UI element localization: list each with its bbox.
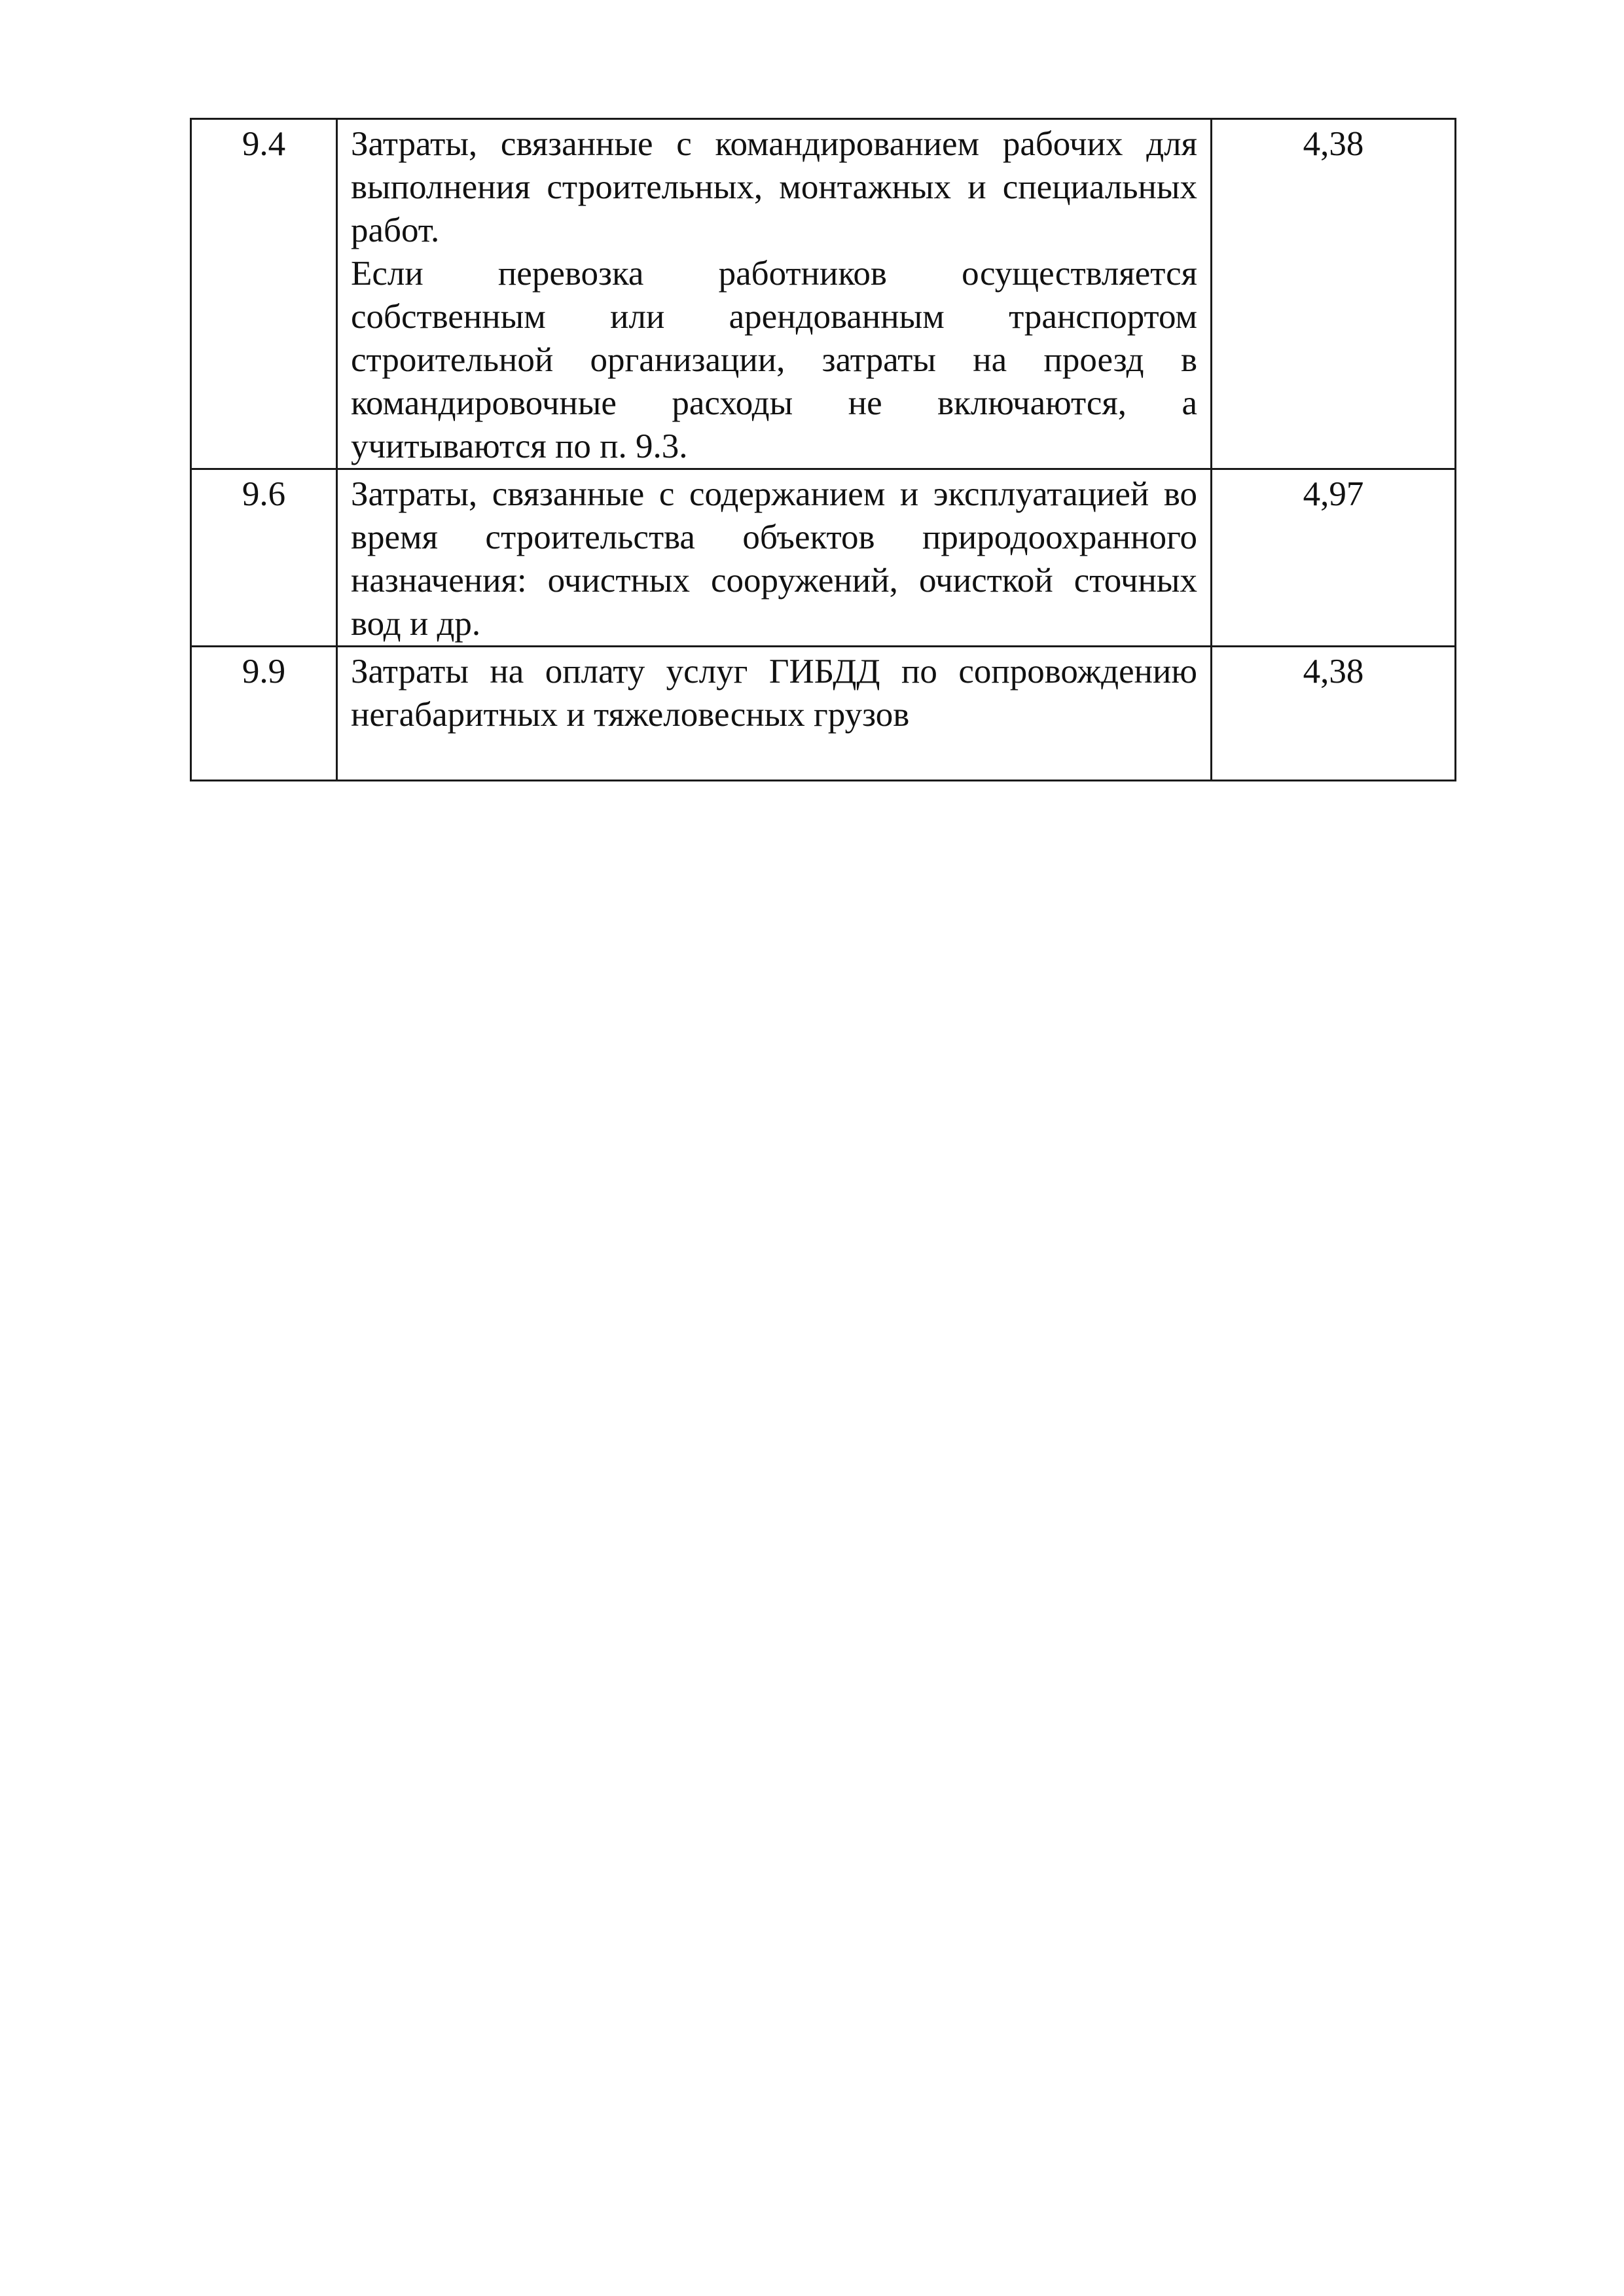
item-description	[337, 119, 1212, 469]
table-row	[191, 119, 1456, 469]
table-row	[191, 647, 1456, 781]
item-number: 9.6	[191, 469, 337, 647]
description-paragraph: Затраты, связанные с содержанием и эксплуатацией во время строительства объектов природоохранного назначения: очистных сооружений, очисткой сточных вод и др.	[351, 475, 1197, 643]
description-paragraph: Если перевозка работников осуществляется собственным или арендованным транспортом строительной организации, затраты на проезд в командировочные расходы не включаются, а учитываются по п. 9.3.	[351, 255, 1197, 465]
item-description	[337, 469, 1212, 647]
description-paragraph: Затраты на оплату услуг ГИБДД по сопровождению негабаритных и тяжеловесных грузов	[351, 653, 1197, 734]
item-description	[337, 647, 1212, 781]
item-number: 9.9	[191, 647, 337, 781]
table-row	[191, 469, 1456, 647]
item-number: 9.4	[191, 119, 337, 469]
cost-table	[190, 118, 1456, 781]
item-value: 4,38	[1212, 119, 1456, 469]
item-value: 4,38	[1212, 647, 1456, 781]
item-value: 4,97	[1212, 469, 1456, 647]
description-paragraph: Затраты, связанные с командированием рабочих для выполнения строительных, монтажных и специальных работ.	[351, 125, 1197, 249]
